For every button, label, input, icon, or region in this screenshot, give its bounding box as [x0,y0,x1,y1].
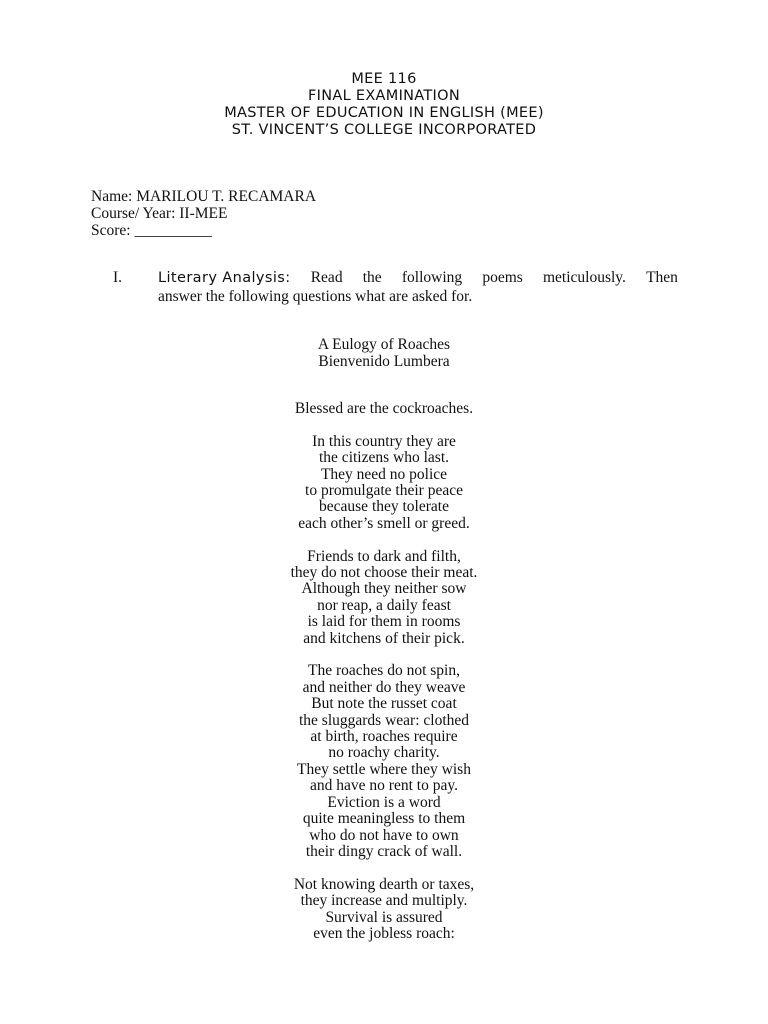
poem-line: each other’s smell or greed. [298,514,470,532]
poem-line: Blessed are the cockroaches. [294,400,474,417]
instruction-word: meticulously. [542,269,626,286]
poem-line: Not knowing dearth or taxes, [293,875,475,893]
instruction-word: the [362,269,382,286]
student-score: Score: __________ [91,222,212,239]
student-name: Name: MARILOU T. RECAMARA [91,188,317,205]
poem-line: they do not choose their meat. [290,564,478,582]
poem-line: They need no police [320,465,448,483]
instruction-word: poems [482,269,523,286]
poem-line: the citizens who last. [319,449,449,467]
poem-stanza [0,549,768,647]
poem-line: to promulgate their peace [305,482,463,500]
poem-line: Although they neither sow [301,580,467,598]
poem-stanza [0,401,768,417]
poem-body [0,401,768,959]
poem-line: They settle where they wish [297,760,471,778]
student-course-year: Course/ Year: II-MEE [91,205,228,222]
poem-line: and neither do they weave [302,678,466,696]
poem-line: The roaches do not spin, [308,662,460,680]
poem-line: their dingy crack of wall. [305,842,463,860]
section-heading: Literary Analysis: [158,270,291,286]
section-numeral: I. [113,269,123,286]
poem-line: at birth, roaches require [310,728,458,746]
poem-line: because they tolerate [319,498,449,516]
school-name: ST. VINCENT’S COLLEGE INCORPORATED [231,122,537,138]
poem-line: who do not have to own [309,826,459,844]
poem-line: they increase and multiply. [300,892,468,910]
poem-line: the sluggards wear: clothed [298,711,469,729]
exam-header [0,71,768,139]
instruction-word: Read [310,269,343,286]
poem-line: quite meaningless to them [302,810,466,828]
instruction-word: following [401,269,463,286]
exam-title: FINAL EXAMINATION [307,88,460,104]
program-name: MASTER OF EDUCATION IN ENGLISH (MEE) [224,105,544,121]
poem-line: Eviction is a word [327,793,441,811]
poem-line: nor reap, a daily feast [317,596,451,614]
instruction-word: Then [646,269,678,286]
poem-line: Survival is assured [325,908,443,926]
poem-title: A Eulogy of Roaches [317,336,451,353]
poem-line: no roachy charity. [328,744,440,762]
poem-stanza [0,434,768,532]
poem-line: In this country they are [312,432,456,450]
poem-line: Friends to dark and filth, [307,547,461,565]
student-info [91,188,316,239]
poem-line: and have no rent to pay. [310,777,458,795]
poem-line: But note the russet coat [311,695,457,713]
poem-heading [0,336,768,370]
poem-line: even the jobless roach: [313,924,455,942]
poem-line: is laid for them in rooms [307,613,461,631]
instruction-line-2: answer the following questions what are asked for. [158,288,473,305]
poem-author: Bienvenido Lumbera [318,353,450,370]
poem-stanza [0,663,768,860]
instruction-line-1 [158,269,678,287]
course-code: MEE 116 [351,71,417,87]
poem-stanza [0,877,768,943]
poem-line: and kitchens of their pick. [303,629,465,647]
